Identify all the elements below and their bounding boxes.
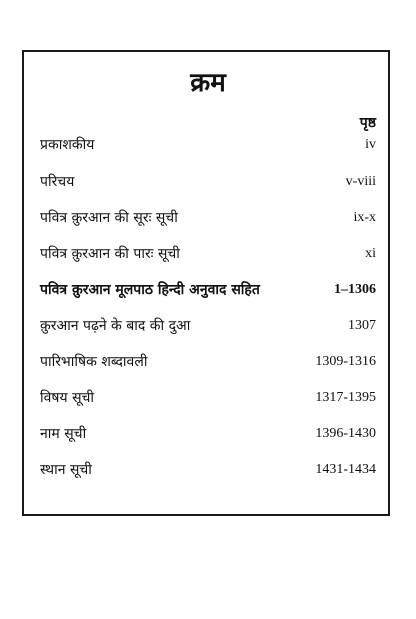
toc-row xyxy=(40,170,376,194)
toc-entry-page: 1309-1316 xyxy=(315,354,376,369)
toc-entry-title: क़ुरआन पढ़ने के बाद की दुआ xyxy=(40,318,191,334)
toc-row xyxy=(40,458,376,482)
toc-entry-title: पारिभाषिक शब्दावली xyxy=(40,354,148,370)
toc-entry-page: xi xyxy=(365,246,376,261)
toc-entry-title: पवित्र क़ुरआन की सूरः सूची xyxy=(40,210,178,226)
toc-entry-title: परिचय xyxy=(40,174,75,190)
toc-entry-title: पवित्र क़ुरआन की पारः सूची xyxy=(40,246,180,262)
toc-entry-page: iv xyxy=(365,137,376,152)
toc-row xyxy=(40,242,376,266)
toc-entry-title: विषय सूची xyxy=(40,390,95,406)
toc-row xyxy=(40,386,376,410)
toc-entry-page: 1396-1430 xyxy=(315,426,376,441)
toc-row xyxy=(40,314,376,338)
toc-entry-title: नाम सूची xyxy=(40,426,87,442)
toc-row xyxy=(40,422,376,446)
toc-entry-title: स्थान सूची xyxy=(40,462,92,478)
toc-title: क्रम xyxy=(190,68,226,98)
toc-row xyxy=(40,206,376,230)
toc-entry-page: ix-x xyxy=(353,210,376,225)
toc-row xyxy=(40,133,376,157)
toc-entry-page: 1307 xyxy=(348,318,376,333)
toc-entry-title: प्रकाशकीय xyxy=(40,137,95,153)
toc-entry-page: 1–1306 xyxy=(334,282,376,297)
toc-entry-title: पवित्र क़ुरआन मूलपाठ हिन्दी अनुवाद सहित xyxy=(40,282,260,298)
page-column-header: पृष्ठ xyxy=(359,115,376,131)
toc-entry-page: v-viii xyxy=(345,174,376,189)
toc-entry-page: 1431-1434 xyxy=(315,462,376,477)
toc-entry-page: 1317-1395 xyxy=(315,390,376,405)
toc-row xyxy=(40,278,376,302)
toc-row xyxy=(40,350,376,374)
